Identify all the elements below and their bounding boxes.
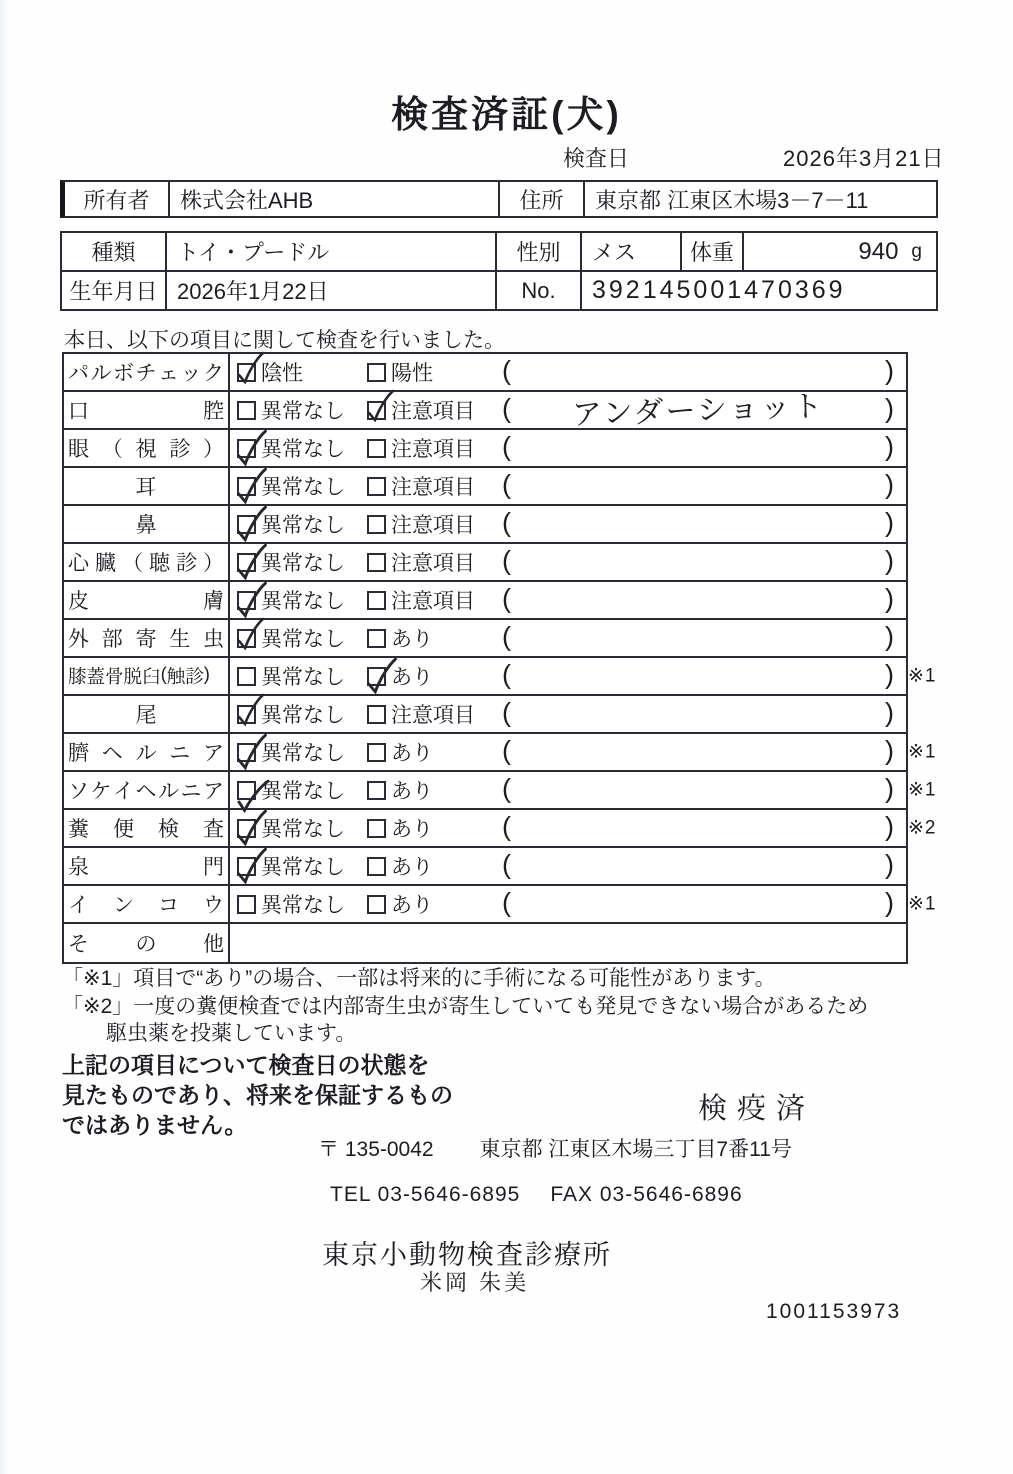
footnote-ref: ※1 (908, 741, 937, 763)
option-1 (237, 623, 345, 653)
option-2-label: 注意項目 (391, 476, 475, 499)
footnote-2-line1: 「※2」一度の糞便検査では内部寄生虫が寄生していても発見できない場合があるため (62, 995, 869, 1018)
footnote-ref: ※1 (908, 665, 937, 687)
checklist-row (64, 582, 906, 620)
checkbox (367, 857, 386, 876)
option-1-label: 異常なし (261, 400, 345, 423)
document-title: 検査済証(犬) (391, 94, 622, 135)
handwritten-note (530, 632, 866, 644)
checkbox (237, 363, 256, 382)
option-2-label: 注意項目 (391, 400, 475, 423)
clinic-contact-line (330, 1183, 743, 1207)
weight-label: 体重 (680, 233, 742, 270)
option-2-label: あり (391, 894, 433, 917)
option-2-label: 注意項目 (391, 704, 475, 727)
checkbox (367, 629, 386, 648)
option-1-label: 異常なし (261, 818, 345, 841)
paren-open: ( (502, 697, 511, 728)
paren-close: ) (885, 507, 894, 538)
checklist-row-content (230, 620, 906, 656)
paren-close: ) (885, 735, 894, 766)
handwritten-note (530, 670, 866, 682)
checklist-item-label: 眼 （ 視 診 ） (64, 430, 230, 466)
sex-label: 性別 (495, 233, 580, 270)
option-1 (237, 433, 345, 463)
option-1 (237, 851, 345, 881)
paren-close: ) (885, 393, 894, 424)
handwritten-note (530, 746, 866, 758)
checklist-row (64, 924, 906, 962)
paren-close: ) (885, 621, 894, 652)
checkbox (367, 895, 386, 914)
handwritten-note (530, 442, 866, 454)
clinic-fax: FAX 03-5646-6896 (550, 1183, 743, 1206)
inspection-date-label: 検査日 (563, 146, 630, 171)
option-1 (237, 395, 345, 425)
checkbox (237, 553, 256, 572)
paren-close: ) (885, 431, 894, 462)
checklist-row (64, 810, 937, 848)
breed-label: 種類 (91, 240, 136, 265)
checkbox (237, 705, 256, 724)
handwritten-note (530, 860, 866, 872)
checkbox (237, 629, 256, 648)
option-2 (367, 661, 433, 691)
pet-table-row-1 (62, 233, 936, 272)
checkbox (367, 363, 386, 382)
weight-value (742, 233, 936, 270)
option-1-label: 異常なし (261, 476, 345, 499)
checklist-item-label: イ ン コ ウ (64, 886, 230, 922)
checklist-item-label: ソ ケ イ ヘ ル ニ ア (64, 772, 230, 808)
checkbox (237, 401, 256, 420)
checkbox (367, 705, 386, 724)
handwritten-note (530, 480, 866, 492)
option-1-label: 異常なし (261, 666, 345, 689)
paren-open: ( (502, 621, 511, 652)
paren-open: ( (502, 469, 511, 500)
clinic-address: 東京都 江東区木場三丁目7番11号 (479, 1138, 792, 1161)
option-2 (367, 509, 475, 539)
paren-close: ) (885, 887, 894, 918)
checklist-item-label: 糞 便 検 査 (64, 810, 230, 846)
disclaimer-line-1: 上記の項目について検査日の状態を (62, 1052, 430, 1078)
checklist-row-content (230, 658, 906, 694)
checklist-row (64, 658, 937, 696)
option-2 (367, 357, 433, 387)
option-2 (367, 775, 433, 805)
handwritten-note (530, 594, 866, 606)
checklist-row-content (230, 886, 906, 922)
checklist-item-label: 口 腔 (64, 392, 230, 428)
checkbox (367, 781, 386, 800)
checklist-item-label: 尾 (64, 696, 230, 732)
checklist-item-label: 心 臓 （ 聴 診 ） (64, 544, 230, 580)
checklist-row (64, 696, 906, 734)
option-1 (237, 775, 345, 805)
veterinarian-name: 米岡 朱美 (420, 1270, 530, 1295)
checklist-row-content (230, 389, 906, 432)
option-2 (367, 699, 475, 729)
paren-close: ) (885, 811, 894, 842)
option-2-label: あり (391, 856, 433, 879)
handwritten-note: アンダーショット (571, 389, 825, 432)
handwritten-note (530, 784, 866, 796)
paren-open: ( (502, 355, 511, 386)
checklist-item-label: 膝 蓋 骨 脱 臼 ( 触 診 ) (64, 658, 230, 694)
option-1-label: 異常なし (261, 552, 345, 575)
option-1-label: 異常なし (261, 704, 345, 727)
option-1 (237, 699, 345, 729)
paren-open: ( (502, 773, 511, 804)
quarantine-stamp: 検疫済 (698, 1093, 816, 1125)
checkbox (367, 743, 386, 762)
option-2-label: 注意項目 (391, 590, 475, 613)
checklist-row (64, 468, 906, 506)
checklist-row (64, 848, 906, 886)
paren-open: ( (502, 735, 511, 766)
serial-number: 1001153973 (766, 1300, 902, 1323)
footnote-ref: ※1 (908, 893, 937, 915)
option-2 (367, 737, 433, 767)
paren-open: ( (502, 507, 511, 538)
handwritten-note (530, 518, 866, 530)
option-1 (237, 813, 345, 843)
option-1-label: 異常なし (261, 514, 345, 537)
paren-close: ) (885, 849, 894, 880)
paren-close: ) (885, 697, 894, 728)
breed-value: トイ・プードル (165, 233, 495, 270)
footnote-ref: ※2 (908, 817, 937, 839)
paren-open: ( (502, 659, 511, 690)
checkbox (237, 477, 256, 496)
option-1 (237, 357, 303, 387)
footnote-ref: ※1 (908, 779, 937, 801)
clinic-postal-line (318, 1133, 792, 1163)
address-label: 住所 (498, 182, 583, 216)
option-1-label: 異常なし (261, 628, 345, 651)
checkbox (367, 667, 386, 686)
pet-table (60, 231, 938, 311)
checkbox (237, 439, 256, 458)
footnote-2-line2: 駆虫薬を投薬しています。 (106, 1022, 357, 1045)
option-1-label: 異常なし (261, 590, 345, 613)
checkbox (367, 819, 386, 838)
checklist-row-content (230, 924, 906, 962)
checkbox (367, 553, 386, 572)
checkbox (237, 667, 256, 686)
option-1 (237, 471, 345, 501)
checkbox (367, 477, 386, 496)
checkbox (367, 515, 386, 534)
checkbox (237, 591, 256, 610)
checklist-table (62, 352, 937, 964)
checklist-row (64, 506, 906, 544)
checklist-row (64, 886, 937, 924)
handwritten-note (530, 708, 866, 720)
option-2 (367, 813, 433, 843)
option-1 (237, 737, 345, 767)
option-1-label: 陰性 (261, 362, 303, 385)
weight-unit: g (911, 240, 922, 262)
checklist-item-label: パ ル ボ チ ェ ッ ク (64, 354, 230, 390)
option-2-label: あり (391, 742, 433, 765)
checkbox (237, 857, 256, 876)
checklist-row (64, 772, 937, 810)
checklist-row-content (230, 734, 906, 770)
checklist-item-label: 皮 膚 (64, 582, 230, 618)
checklist-row (64, 620, 906, 658)
option-1-label: 異常なし (261, 742, 345, 765)
option-2-label: 注意項目 (391, 438, 475, 461)
option-2-label: 陽性 (391, 362, 433, 385)
no-label: No. (495, 272, 580, 309)
option-2 (367, 395, 475, 425)
checklist-item-label: そ の 他 (64, 924, 230, 962)
checklist-row-content (230, 544, 906, 580)
pet-table-row-2 (62, 272, 936, 309)
paren-close: ) (885, 583, 894, 614)
option-2-label: 注意項目 (391, 514, 475, 537)
handwritten-note (530, 937, 866, 949)
option-1 (237, 547, 345, 577)
paren-open: ( (502, 431, 511, 462)
paren-close: ) (885, 355, 894, 386)
disclaimer-line-3: ではありません。 (62, 1112, 248, 1138)
option-1-label: 異常なし (261, 894, 345, 917)
checkbox (237, 895, 256, 914)
intro-text: 本日、以下の項目に関して検査を行いました。 (64, 329, 505, 352)
checklist-row (64, 734, 937, 772)
option-2 (367, 623, 433, 653)
checkbox (237, 781, 256, 800)
owner-address: 東京都 江東区木場3－7－11 (583, 182, 936, 216)
paren-open: ( (502, 583, 511, 614)
option-1-label: 異常なし (261, 438, 345, 461)
option-1 (237, 585, 345, 615)
option-1 (237, 509, 345, 539)
option-2-label: あり (391, 780, 433, 803)
option-2-label: あり (391, 666, 433, 689)
paren-open: ( (502, 849, 511, 880)
checklist-row-content (230, 810, 906, 846)
clinic-name: 東京小動物検査診療所 (322, 1240, 612, 1270)
paren-open: ( (502, 545, 511, 576)
checkbox (367, 401, 386, 420)
checklist-row (64, 544, 906, 582)
option-2 (367, 433, 475, 463)
paren-close: ) (885, 773, 894, 804)
checkbox (367, 591, 386, 610)
checklist-item-label: 泉 門 (64, 848, 230, 884)
option-1-label: 異常なし (261, 856, 345, 879)
handwritten-note (530, 898, 866, 910)
postal-code: 〒 135-0042 (318, 1138, 434, 1161)
paren-open: ( (502, 887, 511, 918)
checkbox (237, 819, 256, 838)
option-2 (367, 851, 433, 881)
checklist-row-content (230, 430, 906, 466)
checklist-item-label: 臍 ヘ ル ニ ア (64, 734, 230, 770)
option-2-label: あり (391, 628, 433, 651)
owner-label: 所有者 (83, 187, 150, 213)
option-2 (367, 585, 475, 615)
birthdate-label: 生年月日 (69, 279, 158, 304)
footnote-1: 「※1」項目で“あり”の場合、一部は将来的に手術になる可能性があります。 (62, 967, 776, 990)
handwritten-note (530, 556, 866, 568)
handwritten-note (530, 822, 866, 834)
clinic-tel: TEL 03-5646-6895 (330, 1183, 521, 1206)
paren-close: ) (885, 545, 894, 576)
option-1-label: 異常なし (261, 780, 345, 803)
paren-close: ) (885, 659, 894, 690)
weight-number: 940 (858, 237, 899, 265)
option-2-label: 注意項目 (391, 552, 475, 575)
checklist-row-content (230, 506, 906, 542)
checkbox (367, 439, 386, 458)
scan-edge-artifact (0, 0, 10, 1474)
owner-table (60, 180, 938, 218)
checklist-row-content (230, 848, 906, 884)
checklist-item-label: 耳 (64, 468, 230, 504)
owner-name: 株式会社AHB (168, 182, 498, 216)
paren-open: ( (502, 393, 511, 424)
checkbox (237, 515, 256, 534)
checklist-row-content (230, 772, 906, 808)
checklist-row-content (230, 468, 906, 504)
option-1 (237, 889, 345, 919)
sex-value: メス (580, 233, 680, 270)
option-1 (237, 661, 345, 691)
paren-open: ( (502, 811, 511, 842)
handwritten-note (530, 366, 866, 378)
option-2 (367, 471, 475, 501)
birthdate-value: 2026年1月22日 (165, 272, 495, 309)
checklist-row-content (230, 696, 906, 732)
option-2 (367, 889, 433, 919)
paren-close: ) (885, 469, 894, 500)
checklist-row-content (230, 582, 906, 618)
option-2 (367, 547, 475, 577)
checklist-row (64, 389, 906, 432)
checklist-item-label: 鼻 (64, 506, 230, 542)
disclaimer (62, 1050, 453, 1140)
checkbox (237, 743, 256, 762)
checklist-row (64, 430, 906, 468)
disclaimer-line-2: 見たものであり、将来を保証するもの (62, 1082, 453, 1108)
no-value: 392145001470369 (580, 272, 936, 309)
inspection-date-value: 2026年3月21日 (783, 146, 945, 171)
checklist-item-label: 外 部 寄 生 虫 (64, 620, 230, 656)
option-2-label: あり (391, 818, 433, 841)
